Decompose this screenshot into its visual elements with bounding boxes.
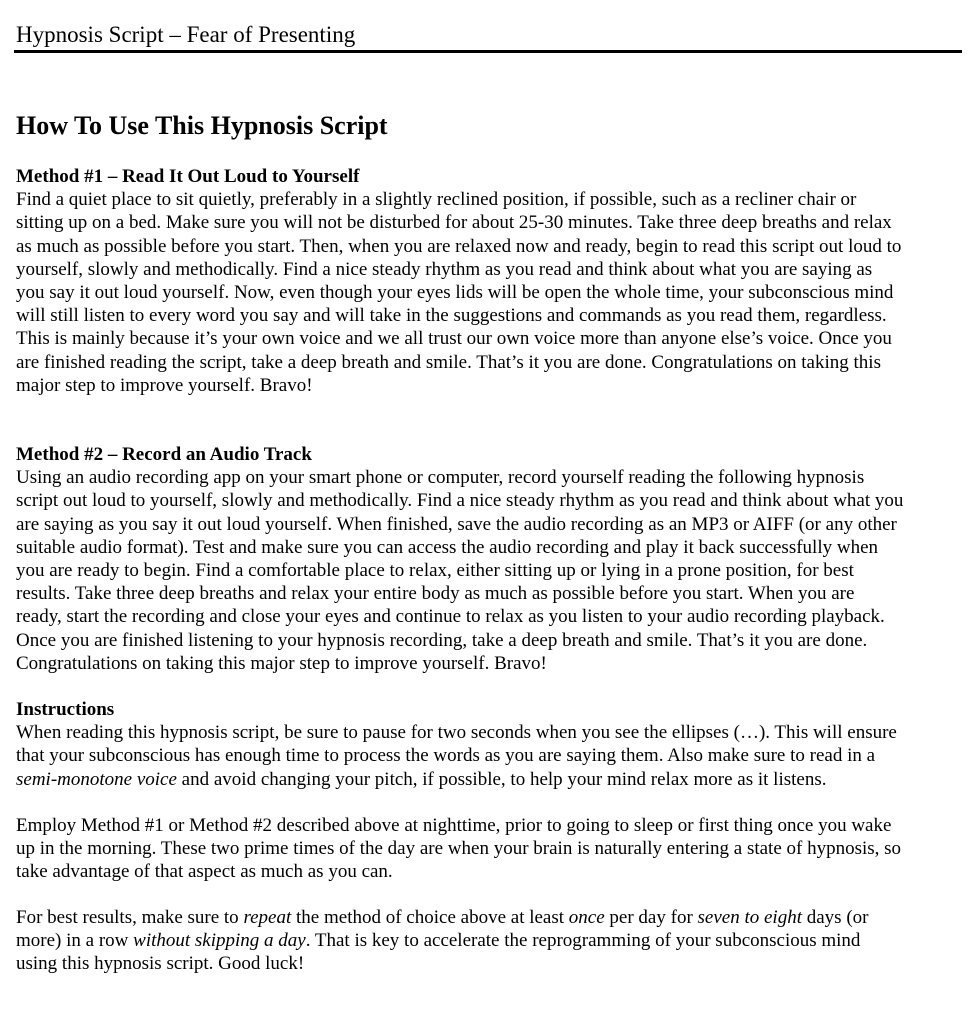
paragraph-line: [16, 768, 966, 791]
instructions-heading: Instructions: [16, 699, 115, 720]
document-title: How To Use This Hypnosis Script: [16, 111, 388, 140]
paragraph-line: using this hypnosis script. Good luck!: [16, 953, 305, 975]
paragraph-line: as much as possible before you start. Then, when you are relaxed now and ready, begin to read this script out loud to: [16, 235, 902, 257]
method-1-paragraph: [16, 188, 966, 397]
text-run: days (or: [802, 907, 869, 928]
emphasis-text: once: [568, 907, 605, 928]
paragraph-line: up in the morning. These two prime times of the day are when your brain is naturally entering a state of hypnosis, so: [16, 838, 902, 860]
text-run: . That is key to accelerate the reprogramming of your subconscious mind: [305, 930, 861, 952]
timing-paragraph: [16, 814, 966, 884]
text-run: the method of choice above at least: [291, 907, 569, 928]
method-1-heading: Method #1 – Read It Out Loud to Yourself: [16, 166, 360, 187]
emphasis-text: semi-monotone voice: [16, 768, 177, 790]
method-2-heading: Method #2 – Record an Audio Track: [16, 444, 312, 465]
paragraph-line: Once you are finished listening to your hypnosis recording, take a deep breath and smile. That’s it you are done.: [16, 629, 868, 651]
paragraph-line: Find a quiet place to sit quietly, preferably in a slightly reclined position, if possible, such as a recliner chair or: [16, 189, 857, 211]
paragraph-line: ready, start the recording and close your eyes and continue to relax as you listen to your audio recording playback.: [16, 606, 885, 628]
method-2-paragraph: [16, 466, 966, 675]
paragraph-line: [16, 906, 966, 929]
paragraph-line: [16, 929, 966, 952]
paragraph-line: sitting up on a bed. Make sure you will not be disturbed for about 25-30 minutes. Take three deep breaths and relax: [16, 212, 892, 234]
text-run: and avoid changing your pitch, if possible, to help your mind relax more as it listens.: [176, 768, 827, 790]
best-results-paragraph: [16, 906, 966, 976]
text-run: more) in a row: [16, 930, 134, 952]
paragraph-line: major step to improve yourself. Bravo!: [16, 374, 313, 396]
instructions-paragraph: [16, 721, 966, 791]
text-run: per day for: [604, 907, 698, 928]
paragraph-line: take advantage of that aspect as much as you can.: [16, 861, 393, 883]
running-header-title: Hypnosis Script – Fear of Presenting: [16, 22, 356, 47]
paragraph-line: are finished reading the script, take a deep breath and smile. That’s it you are done. Congratulations on taking this: [16, 351, 881, 373]
emphasis-text: seven to eight: [697, 907, 802, 928]
paragraph-line: Congratulations on taking this major step to improve yourself. Bravo!: [16, 652, 547, 674]
text-run: For best results, make sure to: [16, 907, 244, 928]
paragraph-line: This is mainly because it’s your own voice and we all trust our own voice more than anyone else’s voice. Once you: [16, 328, 892, 350]
running-header: [14, 20, 962, 53]
method-1-section: [16, 165, 966, 397]
paragraph-line: When reading this hypnosis script, be sure to pause for two seconds when you see the ellipses (…). This will ensure: [16, 722, 897, 744]
paragraph-line: suitable audio format). Test and make sure you can access the audio recording and play it back successfully when: [16, 536, 879, 558]
emphasis-text: without skipping a day: [133, 930, 306, 952]
paragraph-line: are saying as you say it out loud yourself. When finished, save the audio recording as an MP3 or AIFF (or any other: [16, 513, 897, 535]
paragraph-line: results. Take three deep breaths and relax your entire body as much as possible before you start. When you are: [16, 583, 855, 605]
paragraph-line: you are ready to begin. Find a comfortable place to relax, either sitting up or lying in a prone position, for best: [16, 560, 854, 582]
paragraph-line: Employ Method #1 or Method #2 described above at nighttime, prior to going to sleep or first thing once you wake: [16, 815, 892, 836]
emphasis-text: repeat: [243, 907, 292, 928]
method-2-section: [16, 443, 966, 675]
paragraph-line: will still listen to every word you say and will take in the suggestions and commands as you read them, regardless.: [16, 305, 887, 327]
paragraph-line: yourself, slowly and methodically. Find a nice steady rhythm as you read and think about what you are saying as: [16, 258, 873, 280]
instructions-section: [16, 698, 966, 791]
paragraph-line: Using an audio recording app on your smart phone or computer, record yourself reading the following hypnosis: [16, 467, 865, 489]
paragraph-line: that your subconscious has enough time to process the words as you are saying them. Also make sure to read in a: [16, 745, 876, 767]
paragraph-line: script out loud to yourself, slowly and methodically. Find a nice steady rhythm as you read and think about what you: [16, 490, 904, 512]
paragraph-line: you say it out loud yourself. Now, even though your eyes lids will be open the whole time, your subconscious mind: [16, 282, 894, 304]
